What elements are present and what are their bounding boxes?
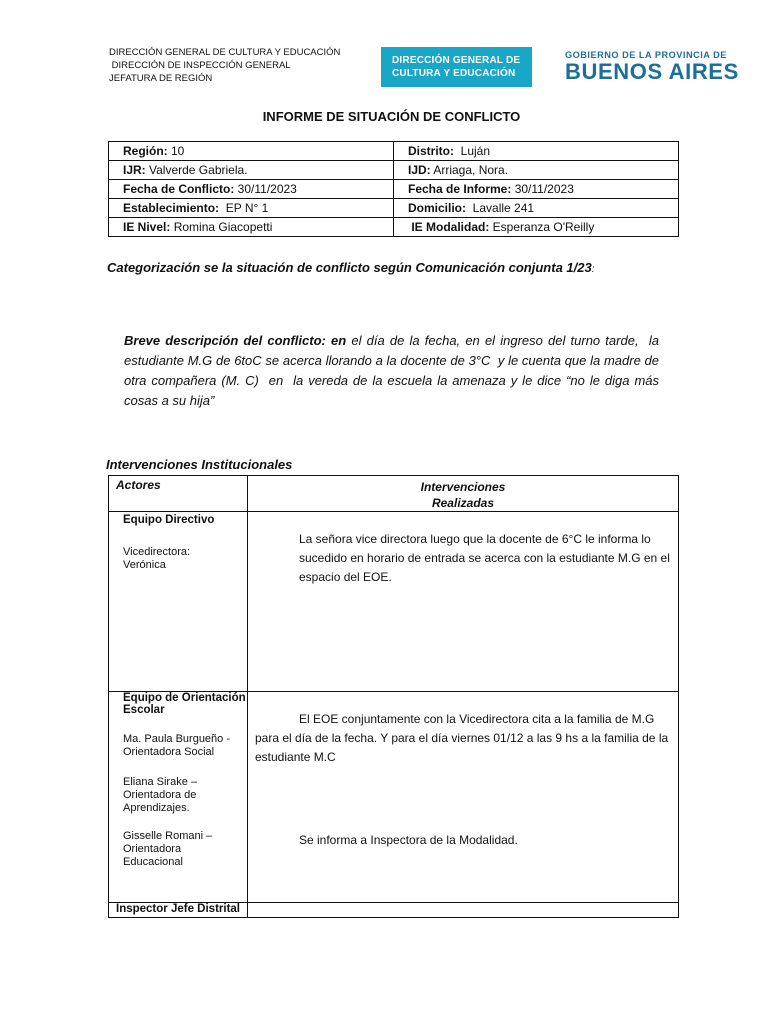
equipo-orientacion-label xyxy=(123,692,246,716)
interventions-table xyxy=(108,475,679,918)
buenos-aires-logo-small: GOBIERNO DE LA PROVINCIA DE xyxy=(565,50,727,60)
row-divider xyxy=(109,511,678,512)
categorization-heading xyxy=(107,260,595,275)
actors-column-header: Actores xyxy=(116,478,161,492)
header-line: DIRECCIÓN GENERAL DE CULTURA Y EDUCACIÓN xyxy=(109,47,341,58)
table-cell: IE Nivel: Romina Giacopetti xyxy=(109,218,394,237)
person-line: Orientadora Social xyxy=(123,746,215,758)
table-cell: Establecimiento: EP N° 1 xyxy=(109,199,394,218)
header-institution-lines xyxy=(109,46,340,85)
table-cell: IJD: Arriaga, Nora. xyxy=(394,161,679,180)
table-cell: Distrito: Luján xyxy=(394,142,679,161)
eoe-person-romani xyxy=(123,830,212,869)
dgce-logo-line: DIRECCIÓN GENERAL DE xyxy=(392,55,521,66)
person-line: Verónica xyxy=(123,559,166,571)
person-line: Educacional xyxy=(123,856,183,868)
interventions-title: Intervenciones Institucionales xyxy=(106,457,293,472)
table-cell: Domicilio: Lavalle 241 xyxy=(394,199,679,218)
person-line: Vicedirectora: xyxy=(123,546,191,558)
directivo-intervention-text: La señora vice directora luego que la docente de 6°C le informa lo sucedido en horario de entrada se acerca con la estudiante M.G en el espacio del EOE. xyxy=(299,532,670,584)
document-title: INFORME DE SITUACIÓN DE CONFLICTO xyxy=(262,109,521,124)
description-text: el día de la fecha, en el ingreso del turno tarde, la estudiante M.G de 6toC se acerca llorando a la docente de 3°C y le cuenta que la madre de otra compañera (M. C) en la vereda de la escuela la amenaza y le dice “no le diga más cosas a su hija” xyxy=(124,333,663,408)
label-line: Equipo de Orientación xyxy=(123,692,246,704)
eoe-intervention-note: Se informa a Inspectora de la Modalidad. xyxy=(299,833,518,847)
conflict-description xyxy=(124,331,663,411)
eoe-intervention-text xyxy=(255,710,673,767)
table-row xyxy=(109,180,679,199)
equipo-directivo-label: Equipo Directivo xyxy=(123,514,215,526)
table-cell: Fecha de Informe: 30/11/2023 xyxy=(394,180,679,199)
dgce-logo xyxy=(381,47,532,87)
table-cell: IE Modalidad: Esperanza O'Reilly xyxy=(394,218,679,237)
header-line: JEFATURA DE REGIÓN xyxy=(109,73,213,84)
buenos-aires-logo-big: BUENOS AIRES xyxy=(565,59,739,84)
table-row xyxy=(109,161,679,180)
person-line: Ma. Paula Burgueño - xyxy=(123,733,231,745)
interventions-column-header xyxy=(248,479,678,511)
person-line: Orientadora de xyxy=(123,789,197,801)
eoe-text-first-line: El EOE conjuntamente con la Vicedirectora cita a la familia de M.G xyxy=(299,712,655,726)
eoe-person-burgueno xyxy=(123,733,230,759)
categorization-colon: : xyxy=(591,264,595,275)
table-cell: Fecha de Conflicto: 30/11/2023 xyxy=(109,180,394,199)
categorization-label: Categorización se la situación de conflicto según Comunicación conjunta 1/23 xyxy=(107,260,592,275)
info-table xyxy=(108,141,679,237)
person-line: Orientadora xyxy=(123,843,182,855)
eoe-person-sirake xyxy=(123,776,197,815)
table-cell: IJR: Valverde Gabriela. xyxy=(109,161,394,180)
interventions-header-line: Realizadas xyxy=(431,496,495,510)
column-divider xyxy=(247,476,248,917)
interventions-header-line: Intervenciones xyxy=(420,480,506,494)
table-row xyxy=(109,218,679,237)
header-line: DIRECCIÓN DE INSPECCIÓN GENERAL xyxy=(109,60,291,71)
buenos-aires-logo xyxy=(565,50,739,84)
description-label: Breve descripción del conflicto: en xyxy=(124,333,347,348)
eoe-text-rest: para el día de la fecha. Y para el día viernes 01/12 a las 9 hs a la familia de la estudiante M.C xyxy=(255,731,669,764)
table-row xyxy=(109,142,679,161)
person-line: Gisselle Romani – xyxy=(123,830,213,842)
inspector-jefe-label: Inspector Jefe Distrital xyxy=(116,903,240,915)
person-line: Aprendizajes. xyxy=(123,802,190,814)
person-line: Eliana Sirake – xyxy=(123,776,197,788)
vicedirectora-name xyxy=(123,546,190,572)
dgce-logo-line: CULTURA Y EDUCACIÓN xyxy=(392,68,516,79)
table-row xyxy=(109,199,679,218)
table-cell: Región: 10 xyxy=(109,142,394,161)
label-line: Escolar xyxy=(123,704,165,716)
